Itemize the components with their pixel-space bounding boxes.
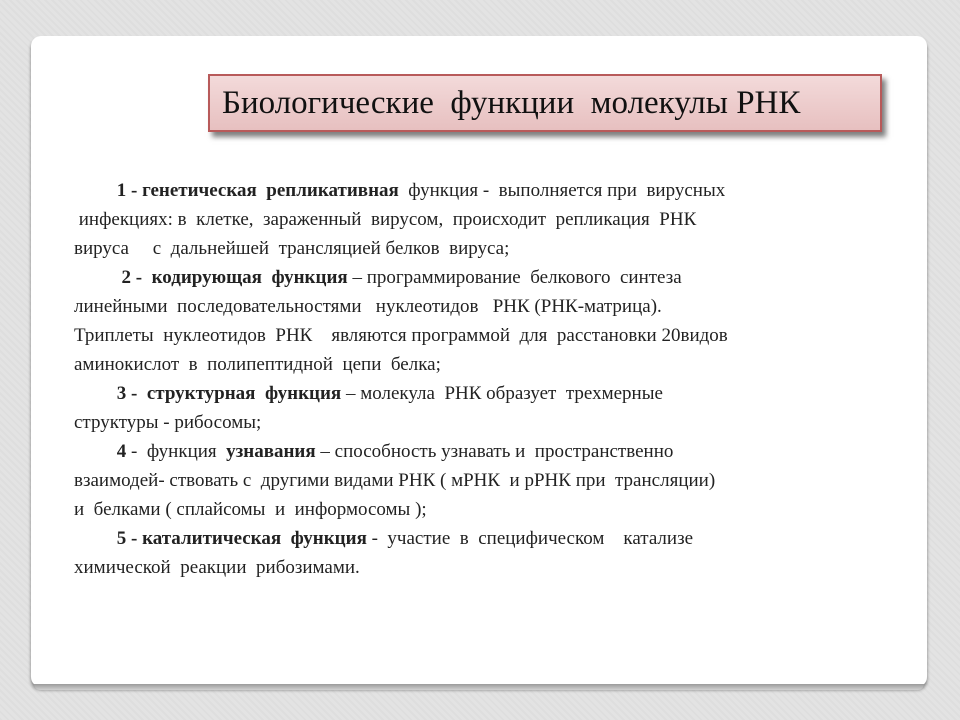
body-line [74, 263, 914, 292]
slide-title: Биологические функции молекулы РНК [222, 84, 801, 121]
text-run: взаимодей- ствовать с другими видами РНК ( мРНК и рРНК при трансляции) [74, 470, 716, 491]
title-box [208, 74, 882, 132]
text-run: – программирование белкового синтеза [347, 267, 682, 288]
body-line [74, 321, 914, 350]
body-line [74, 292, 914, 321]
text-run: вируса с дальнейшей трансляцией белков вируса; [74, 238, 510, 259]
text-run: – молекула РНК образует трехмерные [341, 383, 663, 404]
text-run: инфекциях: в клетке, зараженный вирусом, происходит репликация РНК [78, 209, 697, 230]
text-run: аминокислот в полипептидной цепи белка; [74, 354, 441, 375]
line-indent [74, 180, 117, 201]
bold-text: узнавания [226, 441, 316, 462]
body-line [74, 495, 914, 524]
text-run: функция - выполняется при вирусных [398, 180, 726, 201]
body-line [74, 379, 914, 408]
body-line [74, 437, 914, 466]
slide-bottom-bar [34, 684, 924, 690]
body-line [74, 205, 914, 234]
body-line [74, 234, 914, 263]
body-line [74, 350, 914, 379]
bold-text: 5 - каталитическая функция [116, 528, 367, 549]
text-run: - участие в специфическом катализе [366, 528, 694, 549]
body-text [74, 176, 914, 582]
body-line [74, 408, 914, 437]
bold-text: 4 [116, 441, 127, 462]
line-indent [74, 528, 117, 549]
line-indent [74, 383, 117, 404]
text-run: структуры - рибосомы; [74, 412, 262, 433]
line-indent [74, 441, 117, 462]
text-run: химической реакции рибозимами. [74, 557, 360, 578]
body-line [74, 176, 914, 205]
text-run: - функция [126, 441, 227, 462]
line-indent [74, 267, 122, 288]
body-line [74, 524, 914, 553]
body-line [74, 553, 914, 582]
bold-text: 1 - генетическая репликативная [116, 180, 399, 201]
text-run: линейными последовательностями нуклеотидов РНК (РНК-матрица). [74, 296, 662, 317]
text-run: и белками ( сплайсомы и информосомы ); [74, 499, 427, 520]
bold-text: 2 - кодирующая функция [121, 267, 348, 288]
bold-text: 3 - структурная функция [116, 383, 342, 404]
text-run: Триплеты нуклеотидов РНК являются программой для расстановки 20видов [74, 325, 728, 346]
text-run: – способность узнавать и пространственно [315, 441, 674, 462]
body-line [74, 466, 914, 495]
